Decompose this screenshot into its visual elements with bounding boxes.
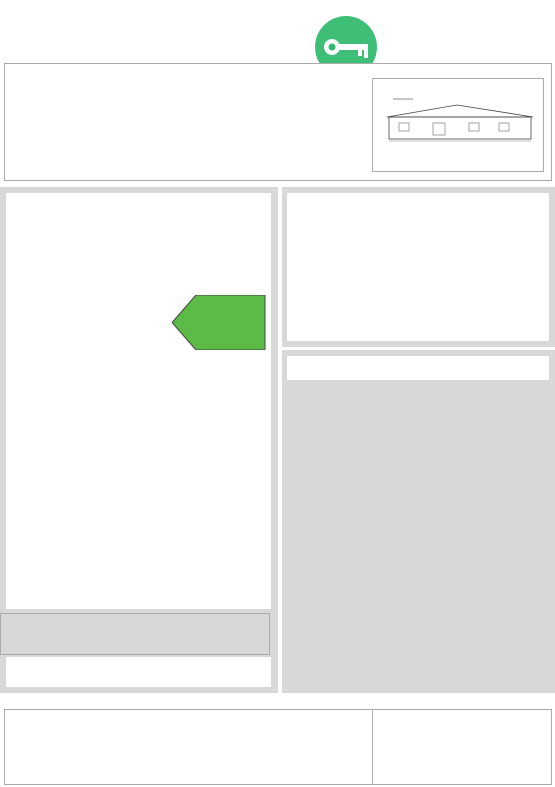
building-drawing <box>372 78 544 172</box>
indicators-panel <box>282 350 555 693</box>
indicators-header-box <box>287 356 549 380</box>
footer-box <box>4 709 552 785</box>
requirement-result-box <box>6 657 271 687</box>
requirement-box <box>0 613 270 655</box>
result-class-arrow <box>172 295 267 350</box>
classification-header-box <box>6 193 271 243</box>
footer-divider <box>372 709 373 785</box>
distribution-pie-chart <box>456 245 548 337</box>
